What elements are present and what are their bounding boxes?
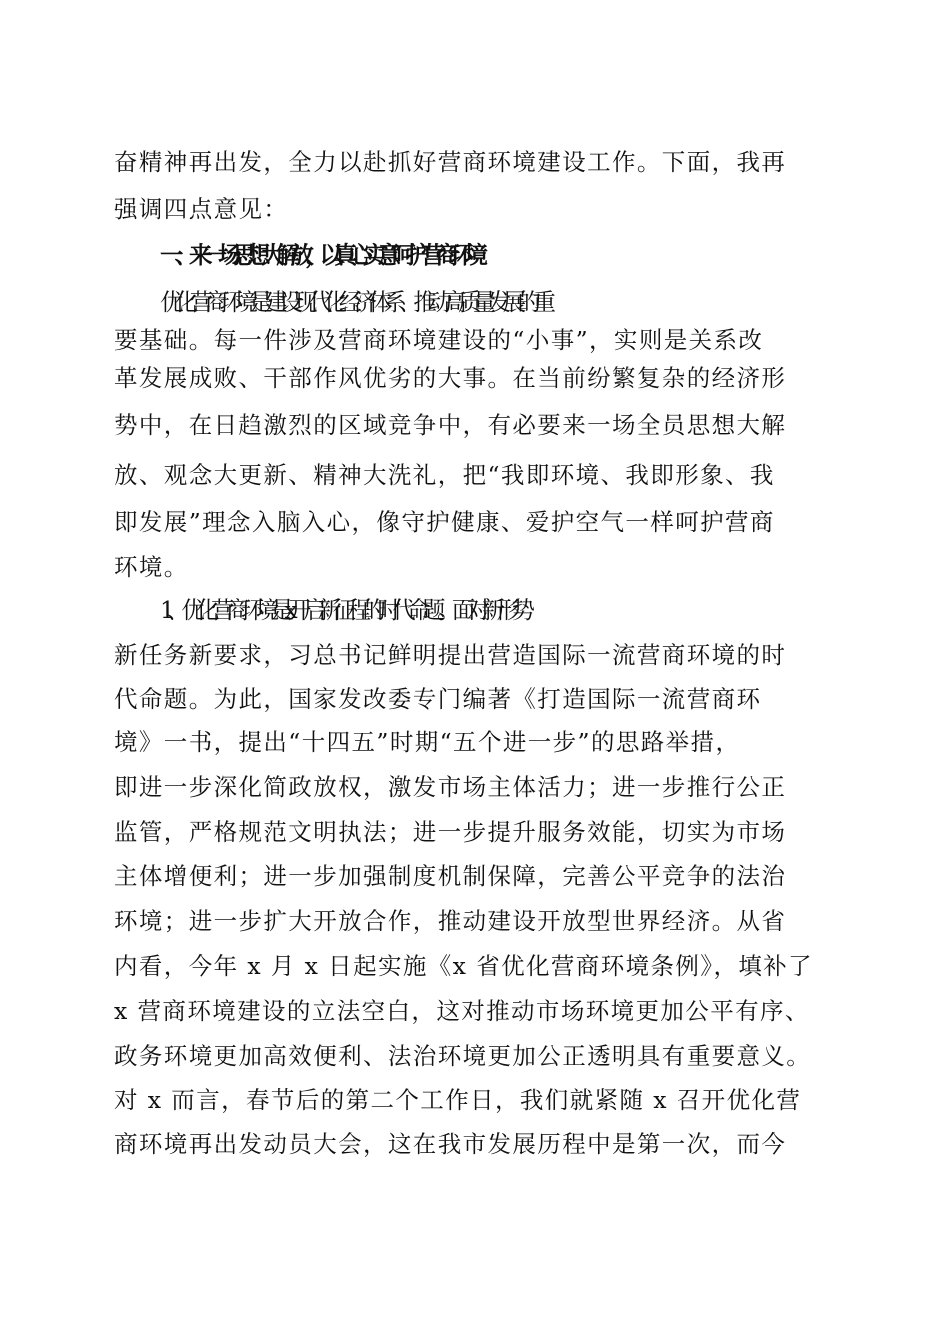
paragraph-2-line-1: 1、优化营商环境是 x 开启新征程的时代命题。面对新形势 [160, 596, 527, 624]
paragraph-1-line-5: 放、观念大更新、精神大洗礼，把“我即环境、我即形象、我 [114, 461, 775, 489]
paragraph-1-line-4: 势中，在日趋激烈的区域竞争中，有必要来一场全员思想大解 [114, 411, 787, 439]
paragraph-2-line-4: 境》一书，提出“十四五”时期“五个进一步”的思路举措， [114, 728, 741, 756]
paragraph-2-line-6: 监管，严格规范文明执法；进一步提升服务效能，切实为市场 [114, 818, 787, 846]
paragraph-2-line-9: 内看，今年 x 月 x 日起实施《x 省优化营商环境条例》，填补了 [114, 952, 814, 980]
paragraph-1-line-3: 革发展成败、干部作风优劣的大事。在当前纷繁复杂的经济形 [114, 364, 787, 392]
paragraph-1-line-2: 要基础。每一件涉及营商环境建设的“小事”，实则是关系改 [114, 326, 764, 354]
paragraph-2-line-7: 主体增便利；进一步加强制度机制保障，完善公平竞争的法治 [114, 862, 787, 890]
paragraph-2-line-5: 即进一步深化简政放权，激发市场主体活力；进一步推行公正 [114, 773, 787, 801]
paragraph-1-line-7: 环境。 [114, 553, 189, 581]
paragraph-2-line-11: 政务环境更加高效便利、法治环境更加公正透明具有重要意义。 [114, 1042, 812, 1070]
paragraph-2-line-12: 对 x 而言，春节后的第二个工作日，我们就紧随 x 召开优化营 [114, 1086, 802, 1114]
paragraph-2-line-13: 商环境再出发动员大会，这在我市发展历程中是第一次，而今 [114, 1130, 787, 1158]
paragraph-2-line-2: 新任务新要求，习总书记鲜明提出营造国际一流营商环境的时 [114, 641, 787, 669]
paragraph-2-line-8: 环境；进一步扩大开放合作，推动建设开放型世界经济。从省 [114, 907, 787, 935]
text-line-1: 奋精神再出发，全力以赴抓好营商环境建设工作。下面，我再 [114, 148, 787, 176]
paragraph-2-line-10: x 营商环境建设的立法空白，这对推动市场环境更加公平有序、 [114, 997, 810, 1025]
section-heading-1: 一、来一场思想大解放，以真心实意呵护营商环境 [160, 241, 479, 269]
paragraph-1-line-6: 即发展”理念入脑入心，像守护健康、爱护空气一样呵护营商 [114, 508, 775, 536]
text-line-2: 强调四点意见： [114, 195, 289, 223]
paragraph-2-line-3: 代命题。为此，国家发改委专门编著《打造国际一流营商环 [114, 685, 762, 713]
paragraph-1-line-1: 优化营商环境是建设现代化经济体系、推动高质量发展的重 [160, 288, 548, 316]
